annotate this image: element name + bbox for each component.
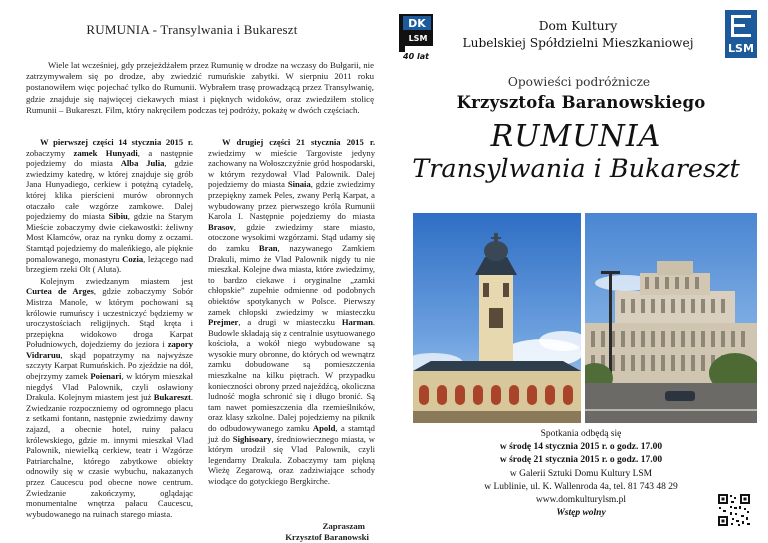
event-date-2: w środę 21 stycznia 2015 r. o godz. 17.00 (499, 455, 663, 466)
qr-code-icon (717, 493, 751, 527)
column-1-paragraph-2: Kolejnym zwiedzanym miastem jest Curtea de Arges, gdzie zobaczymy Sobór Mistrza Manole, w którym pochowani są królowie rumuńscy i uczestniczyć będziemy w uroczystościach religijnych. Stąd kręta i przepiękna widokowo droga Karpat Południowych, dojedziemy do jeziora i zapory Vidraruu, skąd popatrzymy na najwyższe szczyty Karpat Rumuńskich. Po zjeździe na dół, obejrzymy zamek Poienari, w którym mieszkał niegdyś Vlad Palownik, czyli osławiony Drakula. Kolejnym miastem jest już Bukareszt. Zwiedzanie rozpoczniemy od ogromnego placu z setkami fontann, następnie zwiedzimy dawny zajazd, a obecnie hotel, ruiny pałacu królewskiego, gdzie m. innymi mieszkał Vlad Palownik, niewielką cerkiew, teatr i Wzgórze Patriarchalne, którego zabytkowe obiekty odnowiły się w czasie wybuchu, nakazanych przez Caucescu pod obecne nowe centrum. Zwiedzanie zakończymy, oglądając monumentalne wnętrza pałacu Caucescu, wybudowanego na ruinach starego miasta. (26, 275, 193, 519)
column-2-paragraph-1: W drugiej części 21 stycznia 2015 r. zwiedzimy w mieście Targoviste jedyny zachowany na Wołoszczyźnie gród hospodarski, w którym rezydował Vlad Palownik. Dalej pojedziemy do miasta Sinaia, gdzie zwiedzimy przepiękny zamek Peles, zwany Perłą Karpat, a wybudowany przez pierwszego króla Rumunii Karola I. Następnie pojedziemy do miasta Brasov, gdzie zwiedzimy stare miasto, otoczone wysokimi wzgórzami. Stąd udamy się do zamku Bran, nazywanego Zamkiem Drakuli, mimo że Vlad Palownik nigdy tu nie mieszkał. Kolejne dwa miasta, które zwiedzimy, to bardzo ciekawe i oryginalne „zamki chłopskie” zupełnie odmienne od podobnych obiektów spotykanych w Polsce. Pierwszy zamek chłopski zwiedzimy w miasteczku Prejmer, a drugi w miasteczku Harman. Budowle składają się z centralnie usytuowanego kościoła, a wokół niego wybudowane są wysokie mury obronne, do których od wewnątrz zamku dobudowane są pomieszczenia mieszkalne na kilku piętrach. W przypadku konieczności obrony przed najeźdźcą, okoliczna ludność mogła schronić się i długo bronić. Są tam nawet pomieszczenia dla rzemieślników, oraz klasy szkolne. Dalej pojedziemy na piknik do odbudowywanego zamku Apold, a stamtąd już do Sighisoary, średniowiecznego miasta, w którym urodził się Vlad Palownik, czyli legendarny Drakula. Zobaczymy tam piękną Wieżę Zegarową, oraz zadziwiające schody wiodące do gotyckiego Bergkirche. (208, 137, 376, 486)
intro-paragraph: Wiele lat wcześniej, gdy przejeżdżałem przez Rumunię w drodze na wczasy do Bułgarii, nie zatrzymywałem się po drodze, aby zwiedzić rumuńskie zabytki. W sierpniu 2011 roku postanowiłem więc pojechać tylko do Rumunii. Wybrałem trasę prowadzącą przez Transylwanię, gdzie znajduje się najwięcej ciekawych miast i pięknych widoków, oraz zwiedziłem stolicę Rumunii – Bukareszt. Film, który nakręciłem podczas tej podróży, pokażę w dwóch częściach. (26, 60, 374, 115)
event-intro: Spotkania odbędą się (540, 429, 622, 439)
event-venue: w Galerii Sztuki Domu Kultury LSM (509, 468, 653, 479)
organizer-line-1: Dom Kultury (538, 19, 618, 33)
signoff (208, 521, 375, 543)
right-page (384, 0, 768, 543)
main-title-line-1: RUMUNIA (490, 119, 662, 154)
dk-logo-icon (399, 14, 433, 60)
event-admission: Wstęp wolny (556, 508, 606, 519)
signoff-author: Krzysztof Baranowski (285, 531, 369, 542)
text-column-1 (26, 137, 193, 520)
photo-cathedral (413, 213, 581, 423)
svg-text:40 lat: 40 lat (403, 52, 429, 60)
organizer-name (444, 18, 712, 51)
svg-text:LSM: LSM (728, 42, 754, 55)
running-title: RUMUNIA - Transylwania i Bukareszt (86, 22, 298, 37)
svg-text:LSM: LSM (408, 34, 428, 43)
event-info (414, 428, 748, 520)
author-name: Krzysztofa Baranowskiego (456, 93, 706, 112)
organizer-line-2: Lubelskiej Spółdzielni Mieszkaniowej (462, 35, 694, 50)
event-website: www.domkulturylsm.pl (535, 495, 627, 506)
column-1-paragraph-1: W pierwszej części 14 stycznia 2015 r. zobaczymy zamek Hunyadi, a następnie pojedziemy do miasta Alba Julia, gdzie zwiedzimy katedrę, w której znajduje się grób Jana Hunyadiego, cerkiew i potężną cytadelę, której klika pierścieni murów obronnych otaczało całe wzgórze zamkowe. Dalej pojedziemy do miasta Sibiu, gdzie na Starym Mieście zobaczymy dwie ciekawostki: żeliwny Most Kłamców, oraz na rynku domy z oczami. Stamtąd pojedziemy do maleńkiego, ale pięknie pomalowanego, monastyru Cozia, leżącego nad brzegiem rzeki Olt ( Aluta). (26, 137, 194, 275)
event-date-1: w środę 14 stycznia 2015 r. o godz. 17.00 (499, 442, 663, 453)
main-title-line-2: Transylwania i Bukareszt (412, 154, 740, 184)
lsm-logo-icon (725, 10, 757, 58)
svg-text:DK: DK (408, 17, 426, 30)
main-title (384, 120, 768, 185)
series-title: Opowieści podróżnicze (507, 75, 651, 89)
event-address: w Lublinie, ul. K. Wallenroda 4a, tel. 81 743 48 29 (484, 481, 678, 492)
photo-palace (585, 213, 757, 423)
text-column-2 (208, 137, 375, 543)
signoff-invite: Zapraszam (322, 520, 365, 531)
